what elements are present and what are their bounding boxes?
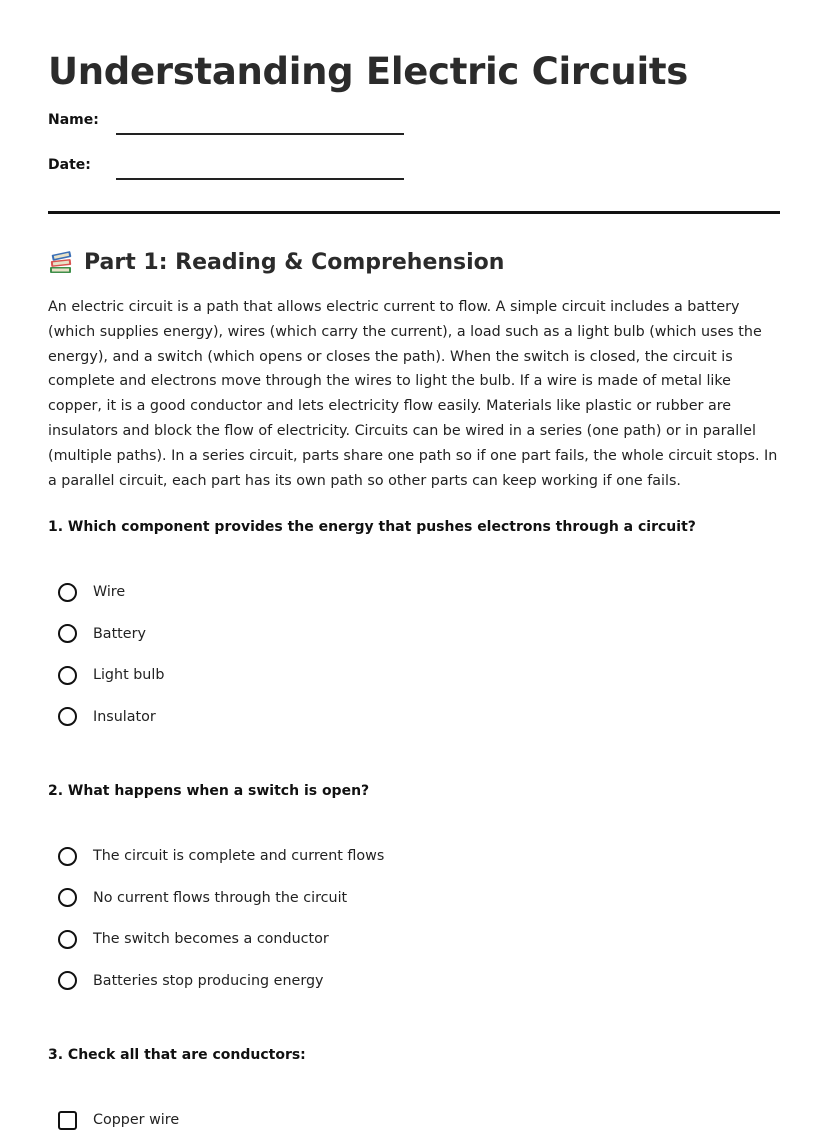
radio-button[interactable] [58,707,77,726]
date-input-line[interactable] [116,178,404,180]
header-divider [48,211,780,214]
option-label: Batteries stop producing energy [93,972,324,989]
option-insulator[interactable] [48,696,780,738]
option-label: Wire [93,584,126,601]
options-list [48,1099,780,1141]
question-text: 3. Check all that are conductors: [48,1047,306,1064]
option-copper-wire[interactable] [48,1099,780,1141]
options-list [48,835,780,1001]
option-switch-conductor[interactable] [48,918,780,960]
part1-heading-text: Part 1: Reading & Comprehension [84,250,505,275]
question-text: 1. Which component provides the energy that pushes electrons through a circuit? [48,519,696,536]
option-batteries-stop[interactable] [48,960,780,1002]
option-label: Copper wire [93,1112,180,1129]
question-1 [48,518,780,737]
radio-button[interactable] [58,666,77,685]
checkbox[interactable] [58,1111,77,1130]
option-label: Light bulb [93,667,165,684]
option-circuit-complete[interactable] [48,835,780,877]
name-field [48,109,780,133]
radio-button[interactable] [58,583,77,602]
reading-passage: An electric circuit is a path that allows electric current to flow. A simple circuit includes a battery (which supplies energy), wires (which carry the current), a load such as a light bulb (which uses the energy), and a switch (which opens or closes the path). When the switch is closed, the circuit is complete and electrons move through the wires to light the bulb. If a wire is made of metal like copper, it is a good conductor and lets electricity flow easily. Materials like plastic or rubber are insulators and block the flow of electricity. Circuits can be wired in a series (one path) or in parallel (multiple paths). In a series circuit, parts share one path so if one part fails, the whole circuit stops. In a parallel circuit, each part has its own path so other parts can keep working if one fails. [48,299,778,489]
date-label: Date: [48,157,91,173]
name-input-line[interactable] [116,133,404,135]
radio-button[interactable] [58,624,77,643]
question-3 [48,1046,780,1141]
section-heading-part1 [48,249,780,277]
option-no-current[interactable] [48,877,780,919]
radio-button[interactable] [58,971,77,990]
radio-button[interactable] [58,888,77,907]
option-wire[interactable] [48,571,780,613]
option-label: The switch becomes a conductor [93,931,329,948]
name-label: Name: [48,112,99,128]
option-label: Insulator [93,708,156,725]
date-field [48,154,780,178]
option-light-bulb[interactable] [48,654,780,696]
option-battery[interactable] [48,613,780,655]
question-2 [48,782,780,1001]
radio-button[interactable] [58,930,77,949]
page-title: Understanding Electric Circuits [48,50,688,93]
question-text: 2. What happens when a switch is open? [48,783,370,800]
options-list [48,571,780,737]
option-label: The circuit is complete and current flows [93,848,385,865]
books-icon [48,251,74,275]
radio-button[interactable] [58,847,77,866]
option-label: Battery [93,625,146,642]
option-label: No current flows through the circuit [93,889,348,906]
